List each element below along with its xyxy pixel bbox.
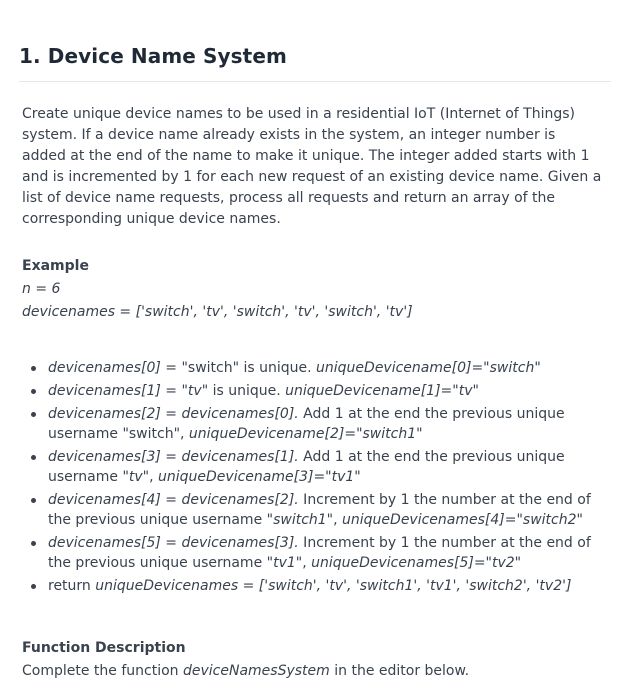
list-item-segment: devicenames[1] [48, 383, 161, 399]
list-item-segment: , [302, 555, 312, 571]
page-title: 1. Device Name System [19, 44, 287, 68]
list-item-segment: devicenames[4] [48, 492, 161, 508]
bullet-dot-icon [31, 412, 36, 417]
list-item-segment: uniqueDevicenames = ['switch', 'tv', 'switch1', 'tv1', 'switch2', 'tv2'] [95, 578, 572, 594]
intro-section [22, 104, 602, 230]
bullet-dot-icon [31, 584, 36, 589]
title-divider [19, 81, 611, 82]
list-item [22, 533, 597, 573]
function-description-prefix: Complete the function [22, 663, 183, 679]
list-item-segment: uniqueDevicename[2]="switch1" [188, 426, 423, 442]
list-item-segment: devicenames[0]. [181, 406, 299, 422]
example-devicenames-line: devicenames = ['switch', 'tv', 'switch', 'tv', 'switch', 'tv'] [22, 304, 413, 320]
list-item-segment: tv [187, 383, 202, 399]
intro-paragraph: Create unique device names to be used in a residential IoT (Internet of Things) system. If a device name already exists in the system, an integer number is added at the end of the name to make it unique. The integer added starts with 1 and is incremented by 1 for each new request of an existing device name. Given a list of device name requests, process all requests and return an array of the corresponding unique device names. [22, 106, 602, 227]
list-item-segment: devicenames[2]. [181, 492, 299, 508]
bullet-dot-icon [31, 541, 36, 546]
list-item-segment: uniqueDevicename[0]="switch" [316, 360, 541, 376]
explanation-list [22, 358, 597, 599]
list-item-segment: Increment by 1 the number at the end of the previous unique username [48, 535, 591, 571]
list-item [22, 447, 597, 487]
list-item-segment: Increment by 1 the number at the end of the previous unique username [48, 492, 591, 528]
list-item-segment: devicenames[1]. [181, 449, 299, 465]
function-description-suffix: in the editor below. [329, 663, 470, 679]
list-item [22, 358, 597, 378]
list-item-segment: , [333, 512, 343, 528]
list-item-segment: = [160, 535, 182, 551]
list-item-segment: devicenames[3]. [181, 535, 299, 551]
list-item-segment: return [48, 578, 96, 594]
function-description-section [22, 637, 602, 683]
list-item-segment: Add 1 at the end the previous unique username " [48, 449, 565, 485]
function-name: deviceNamesSystem [183, 663, 330, 679]
function-description-heading: Function Description [22, 640, 186, 656]
list-item [22, 404, 597, 444]
bullet-dot-icon [31, 366, 36, 371]
list-item [22, 490, 597, 530]
bullet-dot-icon [31, 498, 36, 503]
example-heading: Example [22, 258, 89, 274]
list-item-segment: = " [160, 383, 188, 399]
list-item-segment: = "switch" is unique. [160, 360, 317, 376]
list-item-segment: devicenames[0] [48, 360, 161, 376]
example-n-line: n = 6 [22, 281, 61, 297]
example-section [22, 255, 413, 324]
list-item-segment: Add 1 at the end the previous unique username "switch", [48, 406, 565, 442]
list-item-segment: devicenames[3] [48, 449, 161, 465]
list-item-segment: devicenames[2] [48, 406, 161, 422]
list-item [22, 576, 597, 596]
list-item-segment: "tv1" [266, 555, 303, 571]
list-item-segment: ", [142, 469, 159, 485]
list-item-segment: = [160, 492, 182, 508]
list-item-segment: " is unique. [201, 383, 286, 399]
list-item-segment: uniqueDevicenames[4]="switch2" [342, 512, 583, 528]
list-item-segment: uniqueDevicename[3]="tv1" [158, 469, 361, 485]
list-item-segment: tv [128, 469, 143, 485]
list-item-segment: devicenames[5] [48, 535, 161, 551]
list-item-segment: = [160, 449, 182, 465]
list-item-segment: uniqueDevicenames[5]="tv2" [311, 555, 522, 571]
list-item-segment: = [160, 406, 182, 422]
list-item-segment: uniqueDevicename[1]="tv" [285, 383, 479, 399]
bullet-dot-icon [31, 389, 36, 394]
list-item-segment: "switch1" [266, 512, 334, 528]
bullet-dot-icon [31, 455, 36, 460]
list-item [22, 381, 597, 401]
function-description-text [22, 660, 602, 683]
